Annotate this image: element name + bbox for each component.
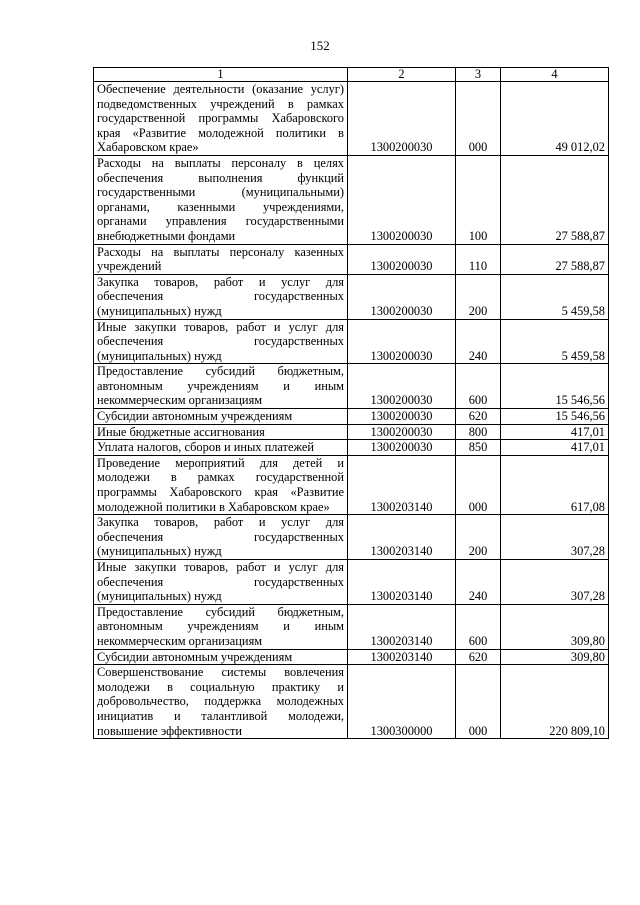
- column-header-1: 1: [94, 68, 348, 82]
- expense-name-cell: Расходы на выплаты персоналу казенных учреждений: [94, 244, 348, 274]
- amount-cell: 307,28: [501, 560, 609, 605]
- expense-type-cell: 000: [456, 82, 501, 156]
- table-header-row: [94, 68, 609, 82]
- expense-name-cell: Иные бюджетные ассигнования: [94, 424, 348, 440]
- table-row: [94, 440, 609, 456]
- expense-name-cell: Предоставление субсидий бюджетным, автономным учреждениям и иным некоммерческим организациям: [94, 604, 348, 649]
- amount-cell: 417,01: [501, 440, 609, 456]
- expense-name-cell: Совершенствование системы вовлечения молодежи в социальную практику и добровольчество, поддержка молодежных инициатив и талантливой молодежи, повышение эффективности: [94, 665, 348, 739]
- amount-cell: 27 588,87: [501, 155, 609, 244]
- expense-type-cell: 240: [456, 319, 501, 364]
- expense-name-cell: Закупка товаров, работ и услуг для обеспечения государственных (муниципальных) нужд: [94, 274, 348, 319]
- table-row: [94, 665, 609, 739]
- expense-type-cell: 600: [456, 364, 501, 409]
- target-code-cell: 1300203140: [348, 604, 456, 649]
- target-code-cell: 1300203140: [348, 560, 456, 605]
- table-row: [94, 649, 609, 665]
- amount-cell: 5 459,58: [501, 319, 609, 364]
- amount-cell: 617,08: [501, 455, 609, 514]
- table-row: [94, 560, 609, 605]
- target-code-cell: 1300203140: [348, 455, 456, 514]
- expense-name-cell: Обеспечение деятельности (оказание услуг) подведомственных учреждений в рамках государственной программы Хабаровского края «Развитие молодежной политики в Хабаровском крае»: [94, 82, 348, 156]
- page-number: 152: [310, 38, 330, 53]
- amount-cell: 5 459,58: [501, 274, 609, 319]
- table-row: [94, 364, 609, 409]
- expense-type-cell: 800: [456, 424, 501, 440]
- expense-name-cell: Субсидии автономным учреждениям: [94, 649, 348, 665]
- target-code-cell: 1300200030: [348, 155, 456, 244]
- expense-type-cell: 200: [456, 274, 501, 319]
- table-row: [94, 319, 609, 364]
- target-code-cell: 1300203140: [348, 515, 456, 560]
- amount-cell: 309,80: [501, 604, 609, 649]
- budget-table: [93, 67, 609, 739]
- target-code-cell: 1300200030: [348, 424, 456, 440]
- expense-name-cell: Закупка товаров, работ и услуг для обеспечения государственных (муниципальных) нужд: [94, 515, 348, 560]
- expense-type-cell: 000: [456, 455, 501, 514]
- expense-type-cell: 600: [456, 604, 501, 649]
- expense-name-cell: Субсидии автономным учреждениям: [94, 409, 348, 425]
- expense-type-cell: 620: [456, 409, 501, 425]
- expense-name-cell: Иные закупки товаров, работ и услуг для обеспечения государственных (муниципальных) нужд: [94, 560, 348, 605]
- amount-cell: 15 546,56: [501, 409, 609, 425]
- table-row: [94, 244, 609, 274]
- column-header-2: 2: [348, 68, 456, 82]
- table-row: [94, 515, 609, 560]
- table-row: [94, 455, 609, 514]
- column-header-3: 3: [456, 68, 501, 82]
- table-row: [94, 604, 609, 649]
- expense-name-cell: Проведение мероприятий для детей и молодежи в рамках государственной программы Хабаровского края «Развитие молодежной политики в Хабаровском крае»: [94, 455, 348, 514]
- amount-cell: 309,80: [501, 649, 609, 665]
- amount-cell: 220 809,10: [501, 665, 609, 739]
- expense-type-cell: 000: [456, 665, 501, 739]
- target-code-cell: 1300200030: [348, 82, 456, 156]
- target-code-cell: 1300200030: [348, 364, 456, 409]
- amount-cell: 307,28: [501, 515, 609, 560]
- expense-name-cell: Расходы на выплаты персоналу в целях обеспечения выполнения функций государственными (муниципальными) органами, казенными учреждениями, органами управления государственными внебюджетными фондами: [94, 155, 348, 244]
- target-code-cell: 1300200030: [348, 244, 456, 274]
- amount-cell: 417,01: [501, 424, 609, 440]
- table-row: [94, 155, 609, 244]
- table-row: [94, 82, 609, 156]
- table-row: [94, 409, 609, 425]
- target-code-cell: 1300203140: [348, 649, 456, 665]
- expense-type-cell: 200: [456, 515, 501, 560]
- expense-type-cell: 620: [456, 649, 501, 665]
- amount-cell: 15 546,56: [501, 364, 609, 409]
- target-code-cell: 1300200030: [348, 274, 456, 319]
- expense-type-cell: 110: [456, 244, 501, 274]
- target-code-cell: 1300300000: [348, 665, 456, 739]
- amount-cell: 27 588,87: [501, 244, 609, 274]
- expense-type-cell: 850: [456, 440, 501, 456]
- expense-name-cell: Уплата налогов, сборов и иных платежей: [94, 440, 348, 456]
- target-code-cell: 1300200030: [348, 319, 456, 364]
- table-row: [94, 424, 609, 440]
- expense-type-cell: 100: [456, 155, 501, 244]
- expense-name-cell: Предоставление субсидий бюджетным, автономным учреждениям и иным некоммерческим организациям: [94, 364, 348, 409]
- amount-cell: 49 012,02: [501, 82, 609, 156]
- expense-type-cell: 240: [456, 560, 501, 605]
- expense-name-cell: Иные закупки товаров, работ и услуг для обеспечения государственных (муниципальных) нужд: [94, 319, 348, 364]
- target-code-cell: 1300200030: [348, 409, 456, 425]
- target-code-cell: 1300200030: [348, 440, 456, 456]
- table-row: [94, 274, 609, 319]
- column-header-4: 4: [501, 68, 609, 82]
